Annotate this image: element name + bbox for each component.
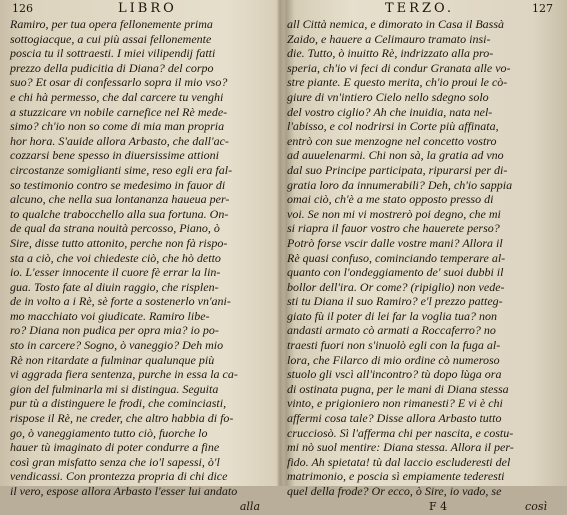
text-line: stuolo gli vscì all'incontro? tù dopo lùga ora xyxy=(287,367,502,382)
text-line: io. L'esser innocente il cuore fè errar la lin- xyxy=(10,265,221,280)
text-line: sta a ciò, che voi chiedeste ciò, che hò detto xyxy=(10,250,221,265)
text-line: bollor dell'ira. Or come? (ripiglio) non vede- xyxy=(287,279,505,294)
text-line: all Città nemica, e dimorato in Casa il Bassà xyxy=(287,17,505,31)
text-line: del vostro ciglio? Ah che inuidia, nata nel- xyxy=(287,104,493,119)
text-line: così gran misfatto senza che io'l sapessi, ò'l xyxy=(10,454,220,469)
text-line: si riapra il fauor vostro che hauerete perso? xyxy=(287,221,500,236)
left-page-number: 126 xyxy=(12,2,33,15)
left-page-footer xyxy=(6,499,274,515)
text-line: di ostinata pugna, per le mani di Diana stessa xyxy=(287,381,509,396)
text-line: Rè non ritardate a fulminar qualunque più xyxy=(10,352,215,367)
text-line: Potrò forse vscir dalle vostre mani? Allora il xyxy=(287,235,503,250)
text-line: sottogiacque, a cui più assai fellonemente xyxy=(10,31,212,46)
text-line: a stuzzicare vn nobile carnefice nel Rè mede- xyxy=(10,104,228,119)
text-line: die. Tutto, ò inuitto Rè, indrizzato alla pro- xyxy=(287,46,494,61)
text-line: speria, ch'io vi feci di condur Granata alle vo- xyxy=(287,60,511,75)
text-line: circostanze somiglianti sime, reso egli era fal- xyxy=(10,162,233,177)
text-line: prezzo della pudicitia di Diana? del corpo xyxy=(10,60,214,75)
text-line: go, ò vaneggiamento tutto ciò, fuorche lo xyxy=(10,425,208,440)
right-page-footer xyxy=(285,499,557,515)
text-line: gua. Tosto fate al diuin raggio, che risplen- xyxy=(10,279,219,294)
text-line: Zaido, e hauere a Celimauro tramato insi- xyxy=(287,31,491,46)
text-line: mi nò suol mentire: Diana stessa. Allora il per- xyxy=(287,440,514,455)
text-line: il vero, espose allora Arbasto l'esser lui andato xyxy=(10,484,238,498)
text-line: giure di vn'intiero Cielo nello sdegno solo xyxy=(287,89,489,104)
text-line: omai ciò, ch'è a me stato opposto presso di xyxy=(287,192,494,207)
text-line: lora, che Filarco di mio ordine cò numeroso xyxy=(287,352,500,367)
text-line: vi aggrada fiera sentenza, purche in essa la ca- xyxy=(10,367,238,382)
text-line: to qualche trabocchello alla sua fortuna. On- xyxy=(10,206,229,221)
text-line: Ramiro, per tua opera fellonemente prima xyxy=(10,17,213,31)
text-line: l'abisso, e col nodrirsi in Corte più affinata, xyxy=(287,119,499,134)
right-page xyxy=(285,0,557,513)
text-line: sto in carcere? Sogno, ò vaneggio? Deh mio xyxy=(10,338,224,353)
text-line: Sire, disse tutto attonito, perche non fà rispo- xyxy=(10,235,228,250)
text-line: de in volto a i Rè, sè forte a sostenerlo vn'ani- xyxy=(10,294,231,309)
text-line: matrimonio, e poscia sì empiamente tederesti xyxy=(287,469,505,484)
left-catchword: alla xyxy=(239,499,260,513)
text-line: entrò con sue menzogne nel concetto vostro xyxy=(287,133,497,148)
text-line: stre piante. E questo merita, ch'io proui le cò- xyxy=(287,75,508,90)
text-line: gratia loro da innumerabili? Deh, ch'io sappia xyxy=(287,177,513,192)
left-page-header xyxy=(6,1,274,17)
text-line: cozzarsi bene spesso in diuersissime attioni xyxy=(10,148,219,163)
text-line: crucciosò. Sì l'afferma chi per nascita, e costu- xyxy=(287,425,514,440)
text-line: mo macchiato voi giudicate. Ramiro libe- xyxy=(10,308,210,323)
text-line: fido. Ah spietata! tù dal laccio escluderesti del xyxy=(287,454,511,469)
right-running-head: TERZO. xyxy=(385,1,455,16)
text-line: hauer tù imaginato di poter condurre a fine xyxy=(10,440,220,455)
text-line: poscia tu il sottraesti. I miei vilipendij fatti xyxy=(10,46,216,61)
right-catchword: così xyxy=(525,499,547,513)
text-line: vinto, e prigioniero non rimanesti? E vi è chi xyxy=(287,396,503,411)
text-line: Rè quasi confuso, cominciando temperare al- xyxy=(287,250,506,265)
right-page-header xyxy=(285,1,557,17)
text-line: gion del fulminarla mi si distingua. Seguita xyxy=(10,381,219,396)
right-page-text xyxy=(285,17,557,499)
right-page-number: 127 xyxy=(532,2,553,15)
left-page-text xyxy=(6,17,274,499)
text-line: dal suo Principe participata, ripurarsi per di- xyxy=(287,162,508,177)
text-line: de qual da strana nouità percosso, Piano, ò xyxy=(10,221,220,236)
text-line: ad auuelenarmi. Chi non sà, la gratia ad vno xyxy=(287,148,504,163)
text-line: hor hora. S'auide allora Arbasto, che dall'ac- xyxy=(10,133,229,148)
text-line: traesti fuori non s'inuolò egli con la fuga al- xyxy=(287,338,501,353)
text-line: quel della frode? Or ecco, ò Sire, io vado, se xyxy=(287,484,502,498)
text-line: so testimonio contro se medesimo in fauor di xyxy=(10,177,226,192)
text-line: simo? ch'io non so come di mia man propria xyxy=(10,119,225,134)
text-line: pur tù a distinguere le frodi, che cominciasti, xyxy=(10,396,227,411)
text-line: affermi cosa tale? Disse allora Arbasto tutto xyxy=(287,411,502,426)
text-line: giato fù il poter di lei far la voglia tua? non xyxy=(287,308,497,323)
text-line: suo? Et osar di confessarlo sopra il mio vso? xyxy=(10,75,228,90)
text-line: andasti armato cò armati a Roccaferro? no xyxy=(287,323,496,338)
text-line: vendicassi. Con prontezza propria di chi dice xyxy=(10,469,228,484)
text-line: e chi hà permesso, che dal carcere tu venghi xyxy=(10,89,224,104)
text-line: sti tu Diana il suo Ramiro? e'l prezzo patteg- xyxy=(287,294,503,309)
left-page xyxy=(6,0,274,513)
text-line: quanto con l'ondeggiamento de' suoi dubbi il xyxy=(287,265,504,280)
text-line: alcuno, che nella sua lontananza haueua per- xyxy=(10,192,230,207)
left-running-head: LIBRO xyxy=(118,1,177,16)
text-line: voi. Se non mi vi mostrerò poi degno, che mi xyxy=(287,206,501,221)
text-line: rispose il Rè, ne creder, che altro habbia di fo- xyxy=(10,411,234,426)
signature-mark: F 4 xyxy=(429,499,448,513)
gutter-shadow xyxy=(276,0,284,486)
text-line: ro? Diana non pudica per opra mia? io po- xyxy=(10,323,219,338)
